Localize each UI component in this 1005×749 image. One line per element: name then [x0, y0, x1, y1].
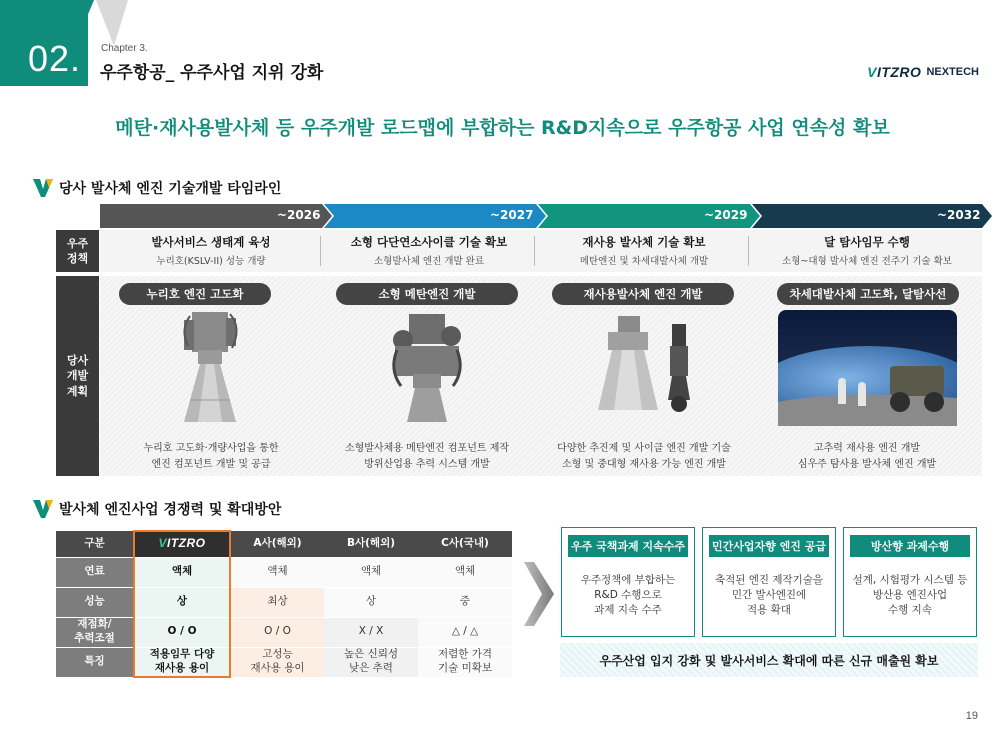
policy-row-header: 우주 정책 [56, 230, 99, 272]
row-label: 특징 [56, 647, 134, 677]
table-cell: 액체 [134, 557, 230, 587]
table-header-cell: 구분 [56, 531, 134, 557]
v-mark-icon [33, 500, 53, 518]
timeline-period-label: ~2032 [937, 208, 981, 222]
policy-subtitle: 소형발사체 엔진 개발 완료 [373, 256, 484, 267]
timeline-section-title: 당사 발사체 엔진 기술개발 타임라인 [33, 178, 281, 198]
table-cell: O / O [230, 617, 324, 647]
plan-pill: 재사용발사체 엔진 개발 [552, 283, 734, 305]
table-row [56, 557, 512, 587]
summary-banner: 우주산업 입지 강화 및 발사서비스 확대에 따른 신규 매출원 확보 [560, 643, 978, 677]
plan-description: 소형발사체용 메탄엔진 컴포넌트 제작 방위산업용 추력 시스템 개발 [344, 443, 510, 470]
policy-cell [104, 234, 318, 267]
plan-description: 다양한 추진제 및 사이클 엔진 개발 기술 소형 및 중대형 재사용 가능 엔진 개발 [557, 443, 731, 470]
section-number: 02. [28, 38, 82, 79]
policy-subtitle: 메탄엔진 및 차세대발사체 개발 [579, 256, 709, 267]
divider [320, 236, 321, 266]
table-header-cell: B사(해외) [324, 531, 418, 557]
strategy-box [702, 527, 836, 637]
page-title: 우주항공_ 우주사업 지위 강화 [100, 63, 324, 83]
logo-wordmark: VITZRO [867, 64, 922, 80]
table-row [56, 617, 512, 647]
table-cell: 액체 [230, 557, 324, 587]
table-cell: 최상 [230, 587, 324, 617]
table-cell: 저렴한 가격 기술 미확보 [418, 647, 512, 677]
headline: 메탄·재사용발사체 등 우주개발 로드맵에 부합하는 R&D지속으로 우주항공 사업 연속성 확보 [115, 117, 890, 139]
logo-subtext: NEXTECH [926, 66, 979, 78]
strategy-box [561, 527, 695, 637]
table-cell: 높은 신뢰성 낮은 추력 [324, 647, 418, 677]
timeline-period-label: ~2029 [704, 208, 748, 222]
policy-cell [760, 234, 974, 267]
table-cell: O / O [134, 617, 230, 647]
vitzro-header-cell: VITZRO [134, 531, 230, 557]
comparison-table [56, 530, 512, 678]
policy-cell [322, 234, 536, 267]
reusable-engine-image [592, 310, 704, 426]
policy-subtitle: 누리호(KSLV-II) 성능 개량 [156, 256, 266, 267]
plan-pill: 차세대발사체 고도화, 달탐사선 [777, 283, 959, 305]
chapter-label: Chapter 3. [101, 43, 148, 54]
header-gray-shape [96, 0, 128, 46]
policy-subtitle: 소형~대형 발사체 엔진 전주기 기술 확보 [782, 256, 952, 267]
policy-title: 발사서비스 생태계 육성 [151, 235, 271, 249]
table-header-cell: C사(국내) [418, 531, 512, 557]
strategy-title: 우주 국책과제 지속수주 [568, 535, 688, 557]
table-cell: 액체 [418, 557, 512, 587]
policy-title: 소형 다단연소사이클 기술 확보 [350, 235, 508, 249]
page-number: 19 [965, 710, 978, 722]
row-label: 연료 [56, 557, 134, 587]
plan-row-header: 당사 개발 계획 [56, 276, 99, 476]
company-logo [867, 64, 979, 80]
table-cell: 상 [134, 587, 230, 617]
table-cell: 상 [324, 587, 418, 617]
table-header-row [56, 531, 512, 557]
plan-pill: 소형 메탄엔진 개발 [336, 283, 518, 305]
table-cell: 액체 [324, 557, 418, 587]
plan-description: 고추력 재사용 엔진 개발 심우주 탐사용 발사체 엔진 개발 [797, 443, 937, 470]
policy-cell [537, 234, 751, 267]
row-label: 성능 [56, 587, 134, 617]
policy-title: 재사용 발사체 기술 확보 [582, 235, 706, 249]
strategy-body: 설계, 시험평가 시스템 등 방산용 엔진사업 수행 지속 [852, 574, 968, 617]
policy-title: 달 탐사임무 수행 [824, 235, 910, 249]
methane-engine-image [385, 310, 469, 426]
arrow-right-icon [524, 562, 554, 630]
table-row [56, 647, 512, 677]
strategy-title: 방산향 과제수행 [850, 535, 970, 557]
timeline-period-label: ~2027 [490, 208, 534, 222]
strategy-box [843, 527, 977, 637]
strategy-body: 축적된 엔진 제작기술을 민간 발사엔진에 적용 확대 [714, 574, 824, 617]
table-row [56, 587, 512, 617]
table-cell: △ / △ [418, 617, 512, 647]
divider [534, 236, 535, 266]
table-cell: 적용임무 다양 재사용 용이 [134, 647, 230, 677]
lunar-exploration-image [778, 310, 957, 426]
strategy-body: 우주정책에 부합하는 R&D 수행으로 과제 지속 수주 [580, 574, 676, 617]
v-mark-icon [33, 179, 53, 197]
table-header-cell: A사(해외) [230, 531, 324, 557]
plan-pill: 누리호 엔진 고도화 [119, 283, 271, 305]
rocket-engine-image [170, 310, 250, 426]
plan-description: 누리호 고도화·개량사업을 통한 엔진 컴포넌트 개발 및 공급 [143, 443, 279, 470]
strategy-title: 민간사업자향 엔진 공급 [709, 535, 829, 557]
competitiveness-section-title: 발사체 엔진사업 경쟁력 및 확대방안 [33, 499, 281, 519]
table-cell: X / X [324, 617, 418, 647]
divider [748, 236, 749, 266]
table-cell: 고성능 재사용 용이 [230, 647, 324, 677]
row-label: 재점화/ 추력조절 [56, 617, 134, 647]
timeline-period-label: ~2026 [277, 208, 321, 222]
table-cell: 중 [418, 587, 512, 617]
